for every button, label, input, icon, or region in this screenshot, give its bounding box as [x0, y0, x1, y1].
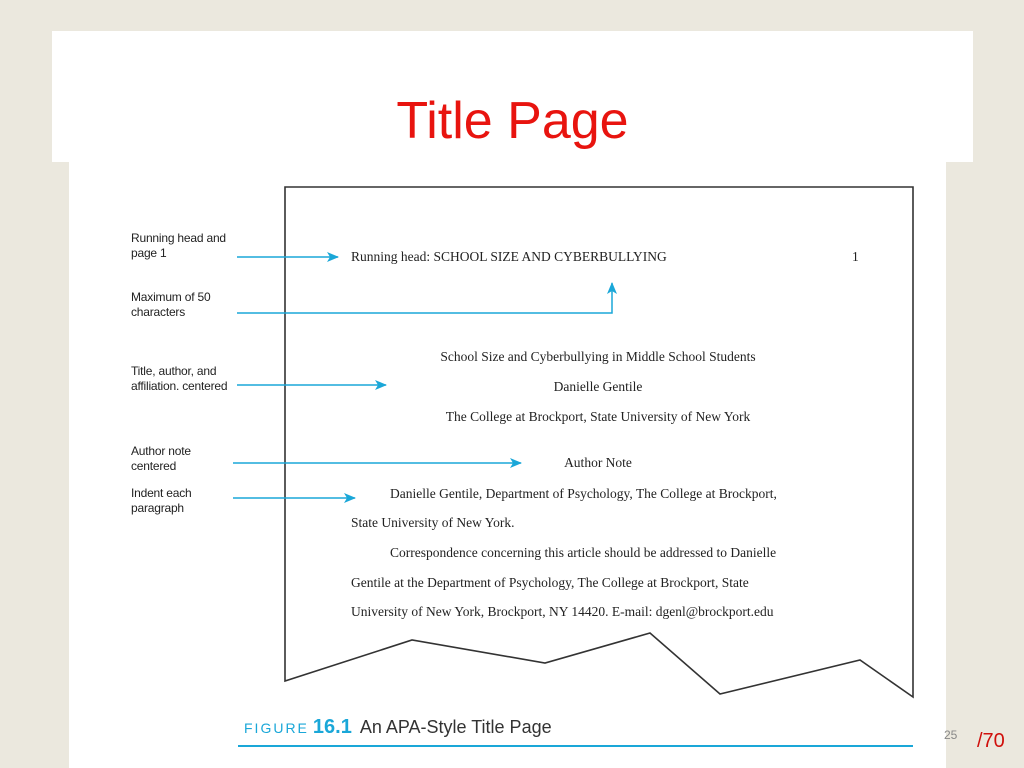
note-line: State University of New York.	[351, 515, 515, 530]
paper-author: Danielle Gentile	[553, 379, 643, 394]
callout-title-author: Title, author, and affiliation. centered	[131, 364, 228, 393]
figure-word: FIGURE	[244, 720, 309, 736]
note-line: Gentile at the Department of Psychology, The College at Brockport, State	[351, 575, 749, 590]
paper-title: School Size and Cyberbullying in Middle School Students	[440, 349, 756, 364]
note-line: University of New York, Brockport, NY 14420. E-mail: dgenl@brockport.edu	[351, 604, 774, 619]
caption-rule	[238, 745, 913, 747]
slide-number: 25	[944, 728, 958, 742]
running-head-text: Running head: SCHOOL SIZE AND CYBERBULLYING	[351, 249, 667, 264]
callout-max-chars: Maximum of 50 characters	[131, 290, 211, 319]
callout-running-head: Running head and page 1	[131, 231, 226, 260]
paper-affiliation: The College at Brockport, State University of New York	[445, 409, 751, 424]
slide-title: Title Page	[396, 92, 629, 150]
note-line: Danielle Gentile, Department of Psychology, The College at Brockport,	[390, 486, 777, 501]
slide-total: /70	[977, 730, 1005, 752]
callout-indent: Indent each paragraph	[131, 486, 192, 515]
figure-title: An APA-Style Title Page	[359, 717, 552, 737]
author-note-heading: Author Note	[564, 455, 632, 470]
figure-number: 16.1	[312, 716, 352, 738]
callout-author-note: Author note centered	[131, 444, 191, 473]
note-line: Correspondence concerning this article should be addressed to Danielle	[390, 545, 777, 560]
page-number: 1	[852, 249, 859, 264]
figure-caption	[244, 716, 552, 739]
